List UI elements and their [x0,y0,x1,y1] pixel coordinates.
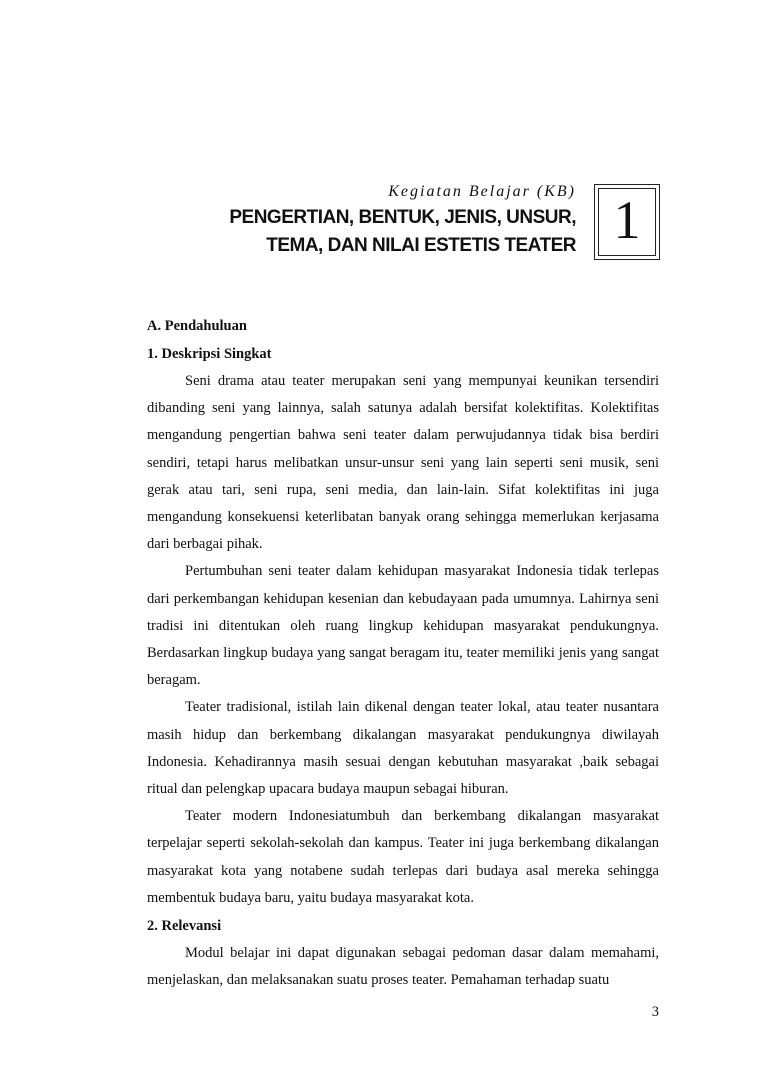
paragraph: Seni drama atau teater merupakan seni yang mempunyai keunikan tersendiri dibanding seni yang lainnya, salah satunya adalah bersifat kolektifitas. Kolektifitas mengandung pengertian bahwa seni teater dalam perwujudannya tidak bisa berdiri sendiri, tetapi harus melibatkan unsur-unsur seni yang lain seperti seni musik, seni gerak atau tari, seni rupa, seni media, dan lain-lain. Sifat kolektifitas ini juga mengandung konsekuensi keterlibatan banyak orang sehingga memerlukan kerjasama dari berbagai pihak. [147,373,659,553]
paragraph: Teater tradisional, istilah lain dikenal dengan teater lokal, atau teater nusantara masih hidup dan berkembang dikalangan masyarakat pendukungnya diwilayah Indonesia. Kehadirannya masih sesuai dengan kebutuhan masyarakat ,baik sebagai ritual dan pelengkap upacara budaya maupun sebagai hiburan. [147,699,659,798]
section-heading-deskripsi: 1. Deskripsi Singkat [147,346,272,362]
chapter-title-line-2: TEMA, DAN NILAI ESTETIS TEATER [266,235,576,256]
section-heading-pendahuluan: A. Pendahuluan [147,318,247,334]
page-content [147,312,659,994]
paragraph: Teater modern Indonesiatumbuh dan berkembang dikalangan masyarakat terpelajar seperti sekolah-sekolah dan kampus. Teater ini juga berkembang dikalangan masyarakat kota yang notabene sudah terlepas dari budaya asal mereka sehingga membentuk budaya baru, yaitu budaya masyarakat kota. [147,808,659,906]
kb-label: Kegiatan Belajar (KB) [388,183,576,200]
paragraph: Modul belajar ini dapat digunakan sebagai pedoman dasar dalam memahami, menjelaskan, dan melaksanakan suatu proses teater. Pemahaman terhadap suatu [147,945,659,989]
paragraph: Pertumbuhan seni teater dalam kehidupan masyarakat Indonesia tidak terlepas dari perkembangan kehidupan kesenian dan kebudayaan pada umumnya. Lahirnya seni tradisi ini ditentukan oleh ruang lingkup kehidupan masyarakat pendukungnya. Berdasarkan lingkup budaya yang sangat beragam itu, teater memiliki jenis yang sangat beragam. [147,563,659,689]
chapter-number-box [594,184,660,260]
section-heading-relevansi: 2. Relevansi [147,918,222,935]
chapter-title [150,204,576,260]
chapter-number: 1 [613,190,641,250]
page-number: 3 [651,1004,659,1020]
chapter-title-line-1: PENGERTIAN, BENTUK, JENIS, UNSUR, [229,207,576,228]
